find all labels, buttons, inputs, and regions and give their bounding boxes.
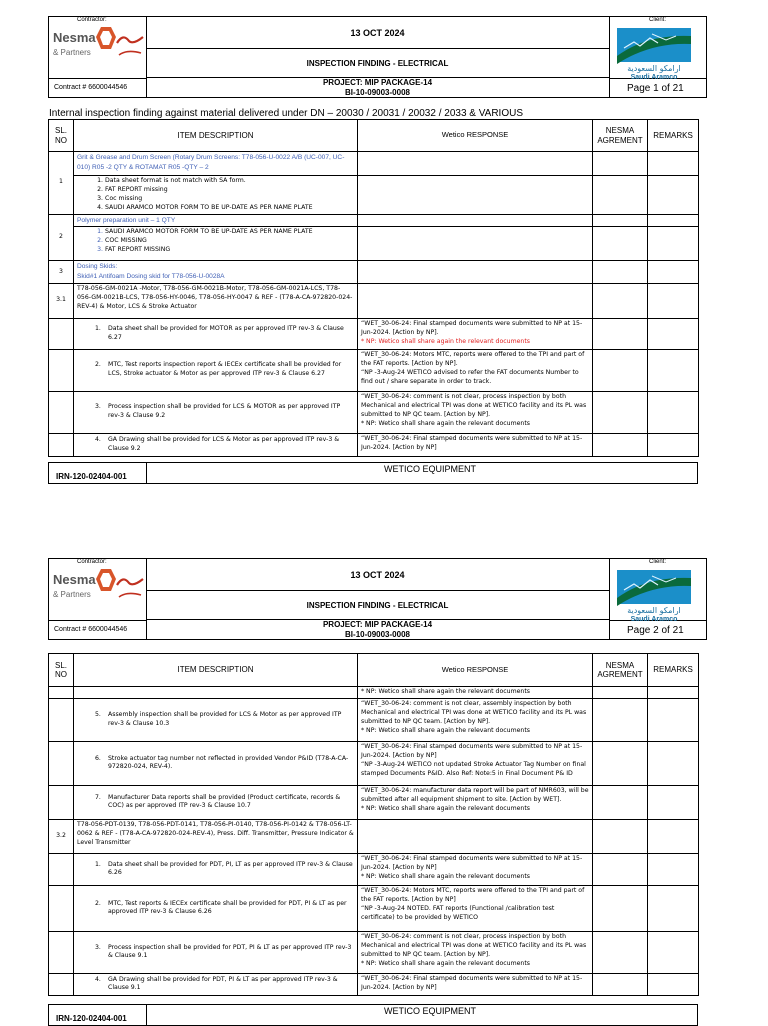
row-items (74, 227, 358, 261)
saudi-aramco-logo (614, 568, 694, 623)
response-cell: “WET_30-06-24: manufacturer data report will be part of NMR603, will be submitted after all equipment shipment to site. [Action by WET]. * NP: Wetico shall share again the relevant documents (358, 785, 593, 819)
row-desc: T78-056-PDT-0139, T78-056-PDT-0141, T78-056-PI-0140, T78-056-PI-0142 & T78-056-LT-0062 & REF - (T78-A-CA-972820-024-REV-4), Press. Diff. Transmitter, Pressure Indicator & Level Transmitter (74, 819, 358, 853)
equipment-label: WETICO EQUIPMENT (384, 464, 476, 474)
response-cell: “WET_30-06-24: comment is not clear, process inspection by both Mechanical and electrical TPI was done at WETICO facility and its PL was submitted to NP QC team. [Action by NP]. * NP: Wetico shall share again the relevant documents (358, 391, 593, 433)
col-item: ITEM DESCRIPTION (74, 654, 358, 687)
report-date: 13 OCT 2024 (350, 570, 405, 580)
client-label: Client: (649, 17, 667, 23)
table-row (49, 819, 699, 853)
project-line-1: PROJECT: MIP PACKAGE-14 (322, 620, 433, 629)
col-sl: SL. NO (49, 654, 74, 687)
row-sl: 3 (49, 261, 74, 283)
row-sl: 3.2 (49, 819, 74, 853)
table-row (49, 214, 699, 227)
svg-text:& Partners: & Partners (53, 48, 91, 57)
row-items (74, 176, 358, 215)
report-title: INSPECTION FINDING - ELECTRICAL (306, 601, 449, 610)
intro-text: Internal inspection finding against material delivered under DN – 20030 / 20031 / 20032 / 2033 & VARIOUS (49, 108, 523, 119)
col-item: ITEM DESCRIPTION (74, 120, 358, 152)
page-number: Page 1 of 21 (627, 83, 684, 94)
list-item: 1. Data sheet format is not match with SA form. (105, 177, 354, 186)
table-row: 1. Data sheet shall be provided for PDT, PI, LT as per approved ITP rev-3 & Clause 6.26 “WET_30-06-24: Final stamped documents were submitted to NP at 15-Jun-2024. [Action by NP] * NP: Wetico shall share again the relevant documents (49, 853, 699, 885)
row-desc: T78-056-GM-0021A -Motor, T78-056-GM-0021B-Motor, T78-056-GM-0021A-LCS, T78-056-GM-0021B-LCS, T78-056-HY-0046, T78-056-HY-0047 & REF - (T78-A-CA-972820-024-REV-4) & Motor, LCS & Stroke Actuator (74, 283, 358, 318)
table-row: 3. Process inspection shall be provided for LCS & MOTOR as per approved ITP rev-3 & Clause 9.2 “WET_30-06-24: comment is not clear, process inspection by both Mechanical and electrical TPI was done at WETICO facility and its PL was submitted to NP QC team. [Action by NP]. * NP: Wetico shall share again the relevant documents (49, 391, 699, 433)
list-item: 2. FAT REPORT missing (105, 186, 354, 195)
svg-text:Nesma: Nesma (53, 30, 96, 45)
table-row: 3. Process inspection shall be provided for PDT, PI & LT as per approved ITP rev-3 & Clause 9.1 “WET_30-06-24: comment is not clear, process inspection by both Mechanical and electrical TPI was done at WETICO facility and its PL was submitted to NP QC team. [Action by NP]. * NP: Wetico shall share again the relevant documents (49, 931, 699, 973)
svg-text:ارامكو السعودية: ارامكو السعودية (627, 64, 681, 73)
saudi-aramco-logo (614, 26, 694, 81)
row-sl: 2 (49, 214, 74, 261)
project-line-2: BI-10-09003-0008 (345, 88, 410, 97)
response-cell: “WET_30-06-24: Final stamped documents were submitted to NP at 15-Jun-2024. [Action by NP] * NP: Wetico shall share again the relevant documents (358, 853, 593, 885)
response-cell: “WET_30-06-24: Final stamped documents were submitted to NP at 15-Jun-2024. [Action by NP] (358, 433, 593, 456)
nesma-logo (53, 567, 145, 605)
table-row: 1. Data sheet shall be provided for MOTOR as per approved ITP rev-3 & Clause 6.27 “WET_30-06-24: Final stamped documents were submitted to NP at 15-Jun-2024. [Action by NP]. * NP: Wetico shall share again the relevant documents (49, 318, 699, 349)
findings-table (48, 653, 699, 996)
table-row: 4. GA Drawing shall be provided for LCS & Motor as per approved ITP rev-3 & Clause 9.2 “WET_30-06-24: Final stamped documents were submitted to NP at 15-Jun-2024. [Action by NP] (49, 433, 699, 456)
list-item: 2. COC MISSING (105, 237, 354, 246)
response-cell: “WET_30-06-24: Motors MTC, reports were offered to the TPI and part of the FAT reports. [Action by NP] “NP -3-Aug-24 NOTED. FAT reports (Functional /calibration test certificate) to be provided by WETICO (358, 885, 593, 931)
equipment-label: WETICO EQUIPMENT (384, 1006, 476, 1016)
row-title: Polymer preparation unit – 1 QTY (74, 214, 358, 227)
project-line-2: BI-10-09003-0008 (345, 630, 410, 639)
page-number: Page 2 of 21 (627, 625, 684, 636)
table-header-row (49, 654, 699, 687)
project-line-1: PROJECT: MIP PACKAGE-14 (322, 78, 433, 87)
page-header (48, 16, 707, 98)
col-response: Wetico RESPONSE (358, 654, 593, 687)
report-date: 13 OCT 2024 (350, 28, 405, 38)
findings-table (48, 119, 699, 457)
response-cell: “WET_30-06-24: comment is not clear, assembly inspection by both Mechanical and electrical TPI was done at WETICO facility and its PL was submitted to NP QC team. [Action by NP]. * NP: Wetico shall share again the relevant documents (358, 698, 593, 741)
table-row (49, 261, 699, 283)
table-row: 4. GA Drawing shall be provided for PDT, PI & LT as per approved ITP rev-3 & Clause 9.1 “WET_30-06-24: Final stamped documents were submitted to NP at 15-Jun-2024. [Action by NP] (49, 973, 699, 995)
col-nesma: NESMA AGREMENT (593, 120, 648, 152)
client-label: Client: (649, 559, 667, 565)
table-row (49, 227, 699, 261)
contract-number: Contract # 6600044546 (54, 626, 128, 633)
response-cell: “WET_30-06-24: Final stamped documents were submitted to NP at 15-Jun-2024. [Action by NP]. * NP: Wetico shall share again the relevant documents (358, 318, 593, 349)
response-cell: “WET_30-06-24: Motors MTC, reports were offered to the TPI and part of the FAT reports. [Action by NP]. “NP -3-Aug-24 WETICO advised to refer the FAT documents Number to find out / share separate in order to track. (358, 349, 593, 391)
table-row: 7. Manufacturer Data reports shall be provided (Product certificate, records & COC) as per approved ITP rev-3 & Clause 10.7 “WET_30-06-24: manufacturer data report will be part of NMR603, will be submitted after all equipment shipment to site. [Action by WET]. * NP: Wetico shall share again the relevant documents (49, 785, 699, 819)
row-title: Dosing Skids: Skid#1 Antifoam Dosing skid for T78-056-U-0028A (74, 261, 358, 283)
svg-text:& Partners: & Partners (53, 590, 91, 599)
document-number: IRN-120-02404-001 (56, 472, 127, 481)
list-item: 1. SAUDI ARAMCO MOTOR FORM TO BE UP-DATE AS PER NAME PLATE (105, 228, 354, 237)
contractor-label: Contractor: (77, 559, 107, 565)
list-item: 3. Coc missing (105, 195, 354, 204)
page-footer (48, 1004, 698, 1026)
response-cell: “WET_30-06-24: comment is not clear, process inspection by both Mechanical and electrical TPI was done at WETICO facility and its PL was submitted to NP QC team. [Action by NP]. * NP: Wetico shall share again the relevant documents (358, 931, 593, 973)
col-nesma: NESMA AGREMENT (593, 654, 648, 687)
col-sl: SL. NO (49, 120, 74, 152)
table-header-row (49, 120, 699, 152)
document-number: IRN-120-02404-001 (56, 1014, 127, 1023)
row-sl: 3.1 (49, 283, 74, 318)
list-item: 3. FAT REPORT MISSING (105, 246, 354, 255)
table-row: 2. MTC, Test reports & IECEx certificate shall be provided for PDT, PI & LT as per approved ITP rev-3 & Clause 6.26 “WET_30-06-24: Motors MTC, reports were offered to the TPI and part of the FAT reports. [Action by NP] “NP -3-Aug-24 NOTED. FAT reports (Functional /calibration test certificate) to be provided by WETICO (49, 885, 699, 931)
table-row (49, 176, 699, 215)
col-remarks: REMARKS (648, 120, 699, 152)
page-footer (48, 462, 698, 484)
page-header (48, 558, 707, 640)
svg-text:Saudi Aramco: Saudi Aramco (630, 74, 678, 81)
contract-number: Contract # 6600044546 (54, 84, 128, 91)
col-response: Wetico RESPONSE (358, 120, 593, 152)
response-cell: “WET_30-06-24: Final stamped documents were submitted to NP at 15-Jun-2024. [Action by NP] (358, 973, 593, 995)
row-sl: 1 (49, 152, 74, 215)
col-remarks: REMARKS (648, 654, 699, 687)
nesma-logo (53, 25, 145, 63)
list-item: 4. SAUDI ARAMCO MOTOR FORM TO BE UP-DATE AS PER NAME PLATE (105, 204, 354, 213)
table-row: 5. Assembly inspection shall be provided for LCS & Motor as per approved ITP rev-3 & Clause 10.3 “WET_30-06-24: comment is not clear, assembly inspection by both Mechanical and electrical TPI was done at WETICO facility and its PL was submitted to NP QC team. [Action by NP]. * NP: Wetico shall share again the relevant documents (49, 698, 699, 741)
svg-text:ارامكو السعودية: ارامكو السعودية (627, 606, 681, 615)
table-row: 6. Stroke actuator tag number not reflected in provided Vendor P&ID (T78-A-CA-972820-024, REV-4). “WET_30-06-24: Final stamped documents were submitted to NP at 15-Jun-2024. [Action by NP] “NP -3-Aug-24 WETICO not updated Stroke Actuator Tag Number on final stamped Documents P&ID. Also Ref: Note:5 in Final Document P& ID (49, 741, 699, 785)
response-cell: * NP: Wetico shall share again the relevant documents (358, 687, 593, 699)
report-title: INSPECTION FINDING - ELECTRICAL (306, 59, 449, 68)
response-cell: “WET_30-06-24: Final stamped documents were submitted to NP at 15-Jun-2024. [Action by NP] “NP -3-Aug-24 WETICO not updated Stroke Actuator Tag Number on final stamped Documents P&ID. Also Ref: Note:5 in Final Document P& ID (358, 741, 593, 785)
table-row (49, 152, 699, 176)
svg-text:Nesma: Nesma (53, 572, 96, 587)
table-row (49, 687, 699, 699)
table-row (49, 283, 699, 318)
contractor-label: Contractor: (77, 17, 107, 23)
row-title: Grit & Grease and Drum Screen (Rotary Drum Screens: T78-056-U-0022 A/B (UC-007, UC-010) R05 -2 QTY & ROTAMAT R05 -QTY – 2 (74, 152, 358, 176)
table-row: 2. MTC, Test reports inspection report & IECEx certificate shall be provided for LCS, Stroke actuator & Motor as per approved ITP rev-3 & Clause 6.27 “WET_30-06-24: Motors MTC, reports were offered to the TPI and part of the FAT reports. [Action by NP]. “NP -3-Aug-24 WETICO advised to refer the FAT documents Number to find out / share separate in order to track. (49, 349, 699, 391)
svg-text:Saudi Aramco: Saudi Aramco (630, 616, 678, 623)
